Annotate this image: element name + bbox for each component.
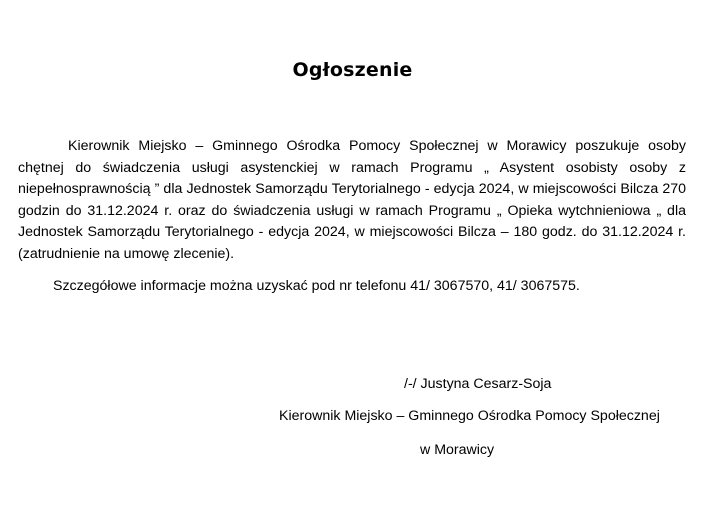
announcement-paragraph: Kierownik Miejsko – Gminnego Ośrodka Pomocy Społecznej w Morawicy poszukuje osoby chętnej do świadczenia usługi asystenckiej w ramach Programu „ Asystent osobisty osoby z niepełnosprawnością ” dla Jednostek Samorządu Terytorialnego - edycja 2024, w miejscowości Bilcza 270 godzin do 31.12.2024 r. oraz do świadczenia usługi w ramach Programu „ Opieka wytchnieniowa „ dla Jednostek Samorządu Terytorialnego - edycja 2024, w miejscowości Bilcza – 180 godz. do 31.12.2024 r. (zatrudnienie na umowę zlecenie).: [18, 138, 686, 262]
document-body: [18, 136, 686, 298]
contact-paragraph: Szczegółowe informacje można uzyskać pod nr telefonu 41/ 3067570, 41/ 3067575.: [53, 278, 580, 294]
signature-role: Kierownik Miejsko – Gminnego Ośrodka Pomocy Społecznej: [279, 408, 660, 424]
document-title: Ogłoszenie: [292, 59, 413, 81]
signature-name: /-/ Justyna Cesarz-Soja: [404, 376, 552, 392]
signature-place: w Morawicy: [420, 442, 495, 458]
